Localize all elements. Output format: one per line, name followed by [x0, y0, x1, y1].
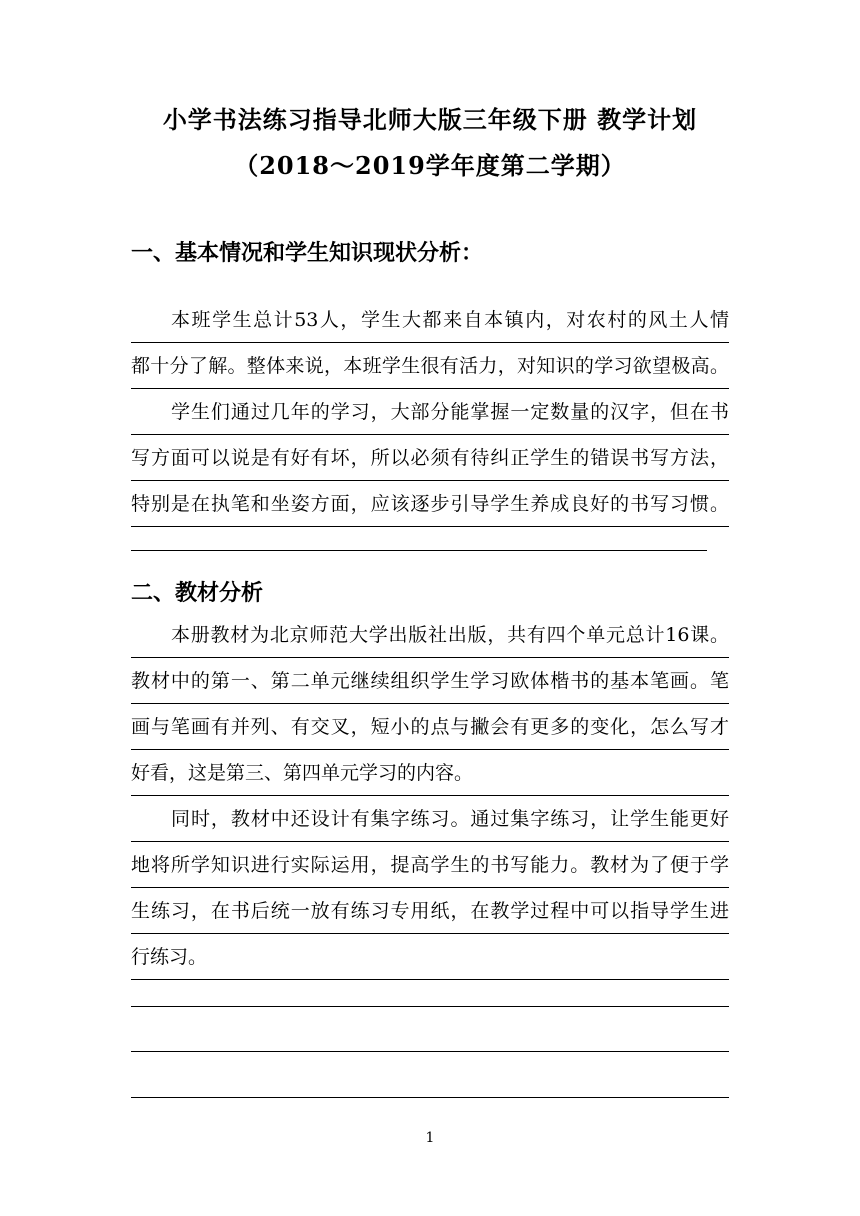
section-heading-basic-situation: 一、基本情况和学生知识现状分析： — [131, 240, 484, 266]
paragraph-line: 教材中的第一、第二单元继续组织学生学习欧体楷书的基本笔画。笔 — [131, 658, 729, 704]
document-subtitle: （2018～2019学年度第二学期） — [234, 151, 626, 180]
paragraph-line: 写方面可以说是有好有坏，所以必须有待纠正学生的错误书写方法， — [131, 435, 729, 481]
paragraph-line: 同时，教材中还设计有集字练习。通过集字练习，让学生能更好 — [131, 796, 729, 842]
paragraph-line: 地将所学知识进行实际运用，提高学生的书写能力。教材为了便于学 — [131, 842, 729, 888]
paragraph-line: 特别是在执笔和坐姿方面，应该逐步引导学生养成良好的书写习惯。 — [131, 481, 729, 527]
page-number: 1 — [425, 1130, 435, 1146]
paragraph-line: 本班学生总计53人，学生大都来自本镇内，对农村的风土人情 — [131, 297, 729, 343]
blank-writing-line — [131, 1097, 729, 1098]
paragraph-line: 生练习，在书后统一放有练习专用纸，在教学过程中可以指导学生进 — [131, 888, 729, 934]
paragraph-line: 好看，这是第三、第四单元学习的内容。 — [131, 750, 729, 796]
paragraph-line: 行练习。 — [131, 934, 729, 980]
paragraph-line: 都十分了解。整体来说，本班学生很有活力，对知识的学习欲望极高。 — [131, 343, 729, 389]
paragraph-line: 画与笔画有并列、有交叉，短小的点与撇会有更多的变化，怎么写才 — [131, 704, 729, 750]
blank-writing-line — [131, 550, 707, 551]
document-title: 小学书法练习指导北师大版三年级下册 教学计划 — [162, 105, 698, 134]
paragraph-line: 学生们通过几年的学习，大部分能掌握一定数量的汉字，但在书 — [131, 389, 729, 435]
section-heading-textbook-analysis: 二、教材分析 — [131, 580, 264, 606]
blank-writing-line — [131, 1006, 729, 1007]
paragraph-line: 本册教材为北京师范大学出版社出版，共有四个单元总计16课。 — [131, 612, 729, 658]
blank-writing-line — [131, 1051, 729, 1052]
